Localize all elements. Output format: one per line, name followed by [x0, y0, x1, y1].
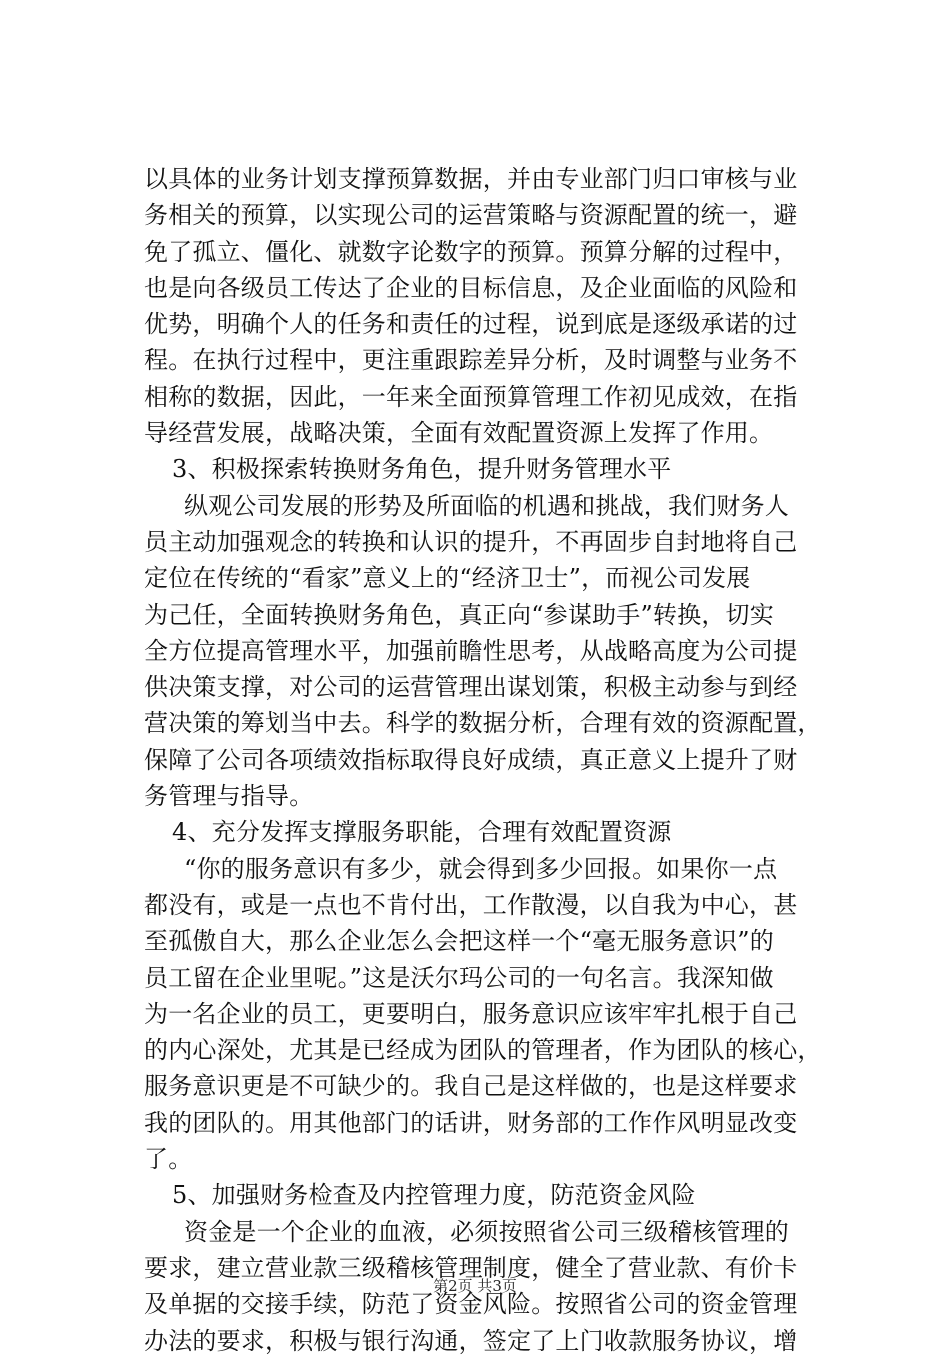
text-line: 资金是一个企业的血液，必须按照省公司三级稽核管理的 — [184, 1217, 789, 1246]
text-line: 保障了公司各项绩效指标取得良好成绩，真正意义上提升了财 — [144, 745, 798, 774]
text-line: 员主动加强观念的转换和认识的提升，不再固步自封地将自己 — [144, 527, 798, 556]
text-line: 定位在传统的“看家”意义上的“经济卫士”，而视公司发展 — [144, 564, 751, 593]
text-line: 办法的要求，积极与银行沟通，签定了上门收款服务协议，增 — [144, 1326, 798, 1355]
text-line: 程。在执行过程中，更注重跟踪差异分析，及时调整与业务不 — [144, 346, 798, 375]
text-line: 相称的数据，因此，一年来全面预算管理工作初见成效，在指 — [144, 382, 798, 411]
text-line: 营决策的筹划当中去。科学的数据分析，合理有效的资源配置， — [144, 709, 822, 738]
text-line: 至孤傲自大，那么企业怎么会把这样一个“毫无服务意识”的 — [144, 927, 774, 956]
section-heading: 4、充分发挥支撑服务职能，合理有效配置资源 — [172, 818, 672, 847]
text-line: 务管理与指导。 — [144, 782, 314, 811]
page-number-footer: 第2页 共3页 — [433, 1277, 517, 1295]
text-line: 纵观公司发展的形势及所面临的机遇和挑战，我们财务人 — [184, 491, 789, 520]
text-line: 务相关的预算，以实现公司的运营策略与资源配置的统一，避 — [144, 201, 798, 230]
text-line: 也是向各级员工传达了企业的目标信息，及企业面临的风险和 — [144, 273, 798, 302]
text-line: 为一名企业的员工，更要明白，服务意识应该牢牢扎根于自己 — [144, 999, 798, 1028]
text-line: 全方位提高管理水平，加强前瞻性思考，从战略高度为公司提 — [144, 636, 798, 665]
text-line: 员工留在企业里呢。”这是沃尔玛公司的一句名言。我深知做 — [144, 963, 774, 992]
text-line: 都没有，或是一点也不肯付出，工作散漫，以自我为中心，甚 — [144, 890, 798, 919]
text-line: 供决策支撑，对公司的运营管理出谋划策，积极主动参与到经 — [144, 673, 798, 702]
text-line: 优势，明确个人的任务和责任的过程，说到底是逐级承诺的过 — [144, 310, 798, 339]
text-line: 服务意识更是不可缺少的。我自己是这样做的，也是这样要求 — [144, 1072, 798, 1101]
text-line: “你的服务意识有多少，就会得到多少回报。如果你一点 — [184, 854, 778, 883]
text-line: 免了孤立、僵化、就数字论数字的预算。预算分解的过程中， — [144, 237, 798, 266]
text-line: 为己任，全面转换财务角色，真正向“参谋助手”转换，切实 — [144, 600, 774, 629]
text-line: 要求，建立营业款三级稽核管理制度，健全了营业款、有价卡 — [144, 1253, 798, 1282]
text-line: 了。 — [144, 1145, 193, 1174]
text-line: 及单据的交接手续，防范了资金风险。按照省公司的资金管理 — [144, 1290, 798, 1319]
text-line: 以具体的业务计划支撑预算数据，并由专业部门归口审核与业 — [144, 165, 798, 193]
section-heading: 3、积极探索转换财务角色，提升财务管理水平 — [172, 455, 672, 484]
text-line: 的内心深处，尤其是已经成为团队的管理者，作为团队的核心， — [144, 1036, 822, 1065]
section-heading: 5、加强财务检查及内控管理力度，防范资金风险 — [172, 1181, 696, 1210]
text-line: 导经营发展，战略决策，全面有效配置资源上发挥了作用。 — [144, 419, 774, 448]
document-body — [144, 161, 844, 1359]
text-line: 我的团队的。用其他部门的话讲，财务部的工作作风明显改变 — [144, 1108, 798, 1137]
